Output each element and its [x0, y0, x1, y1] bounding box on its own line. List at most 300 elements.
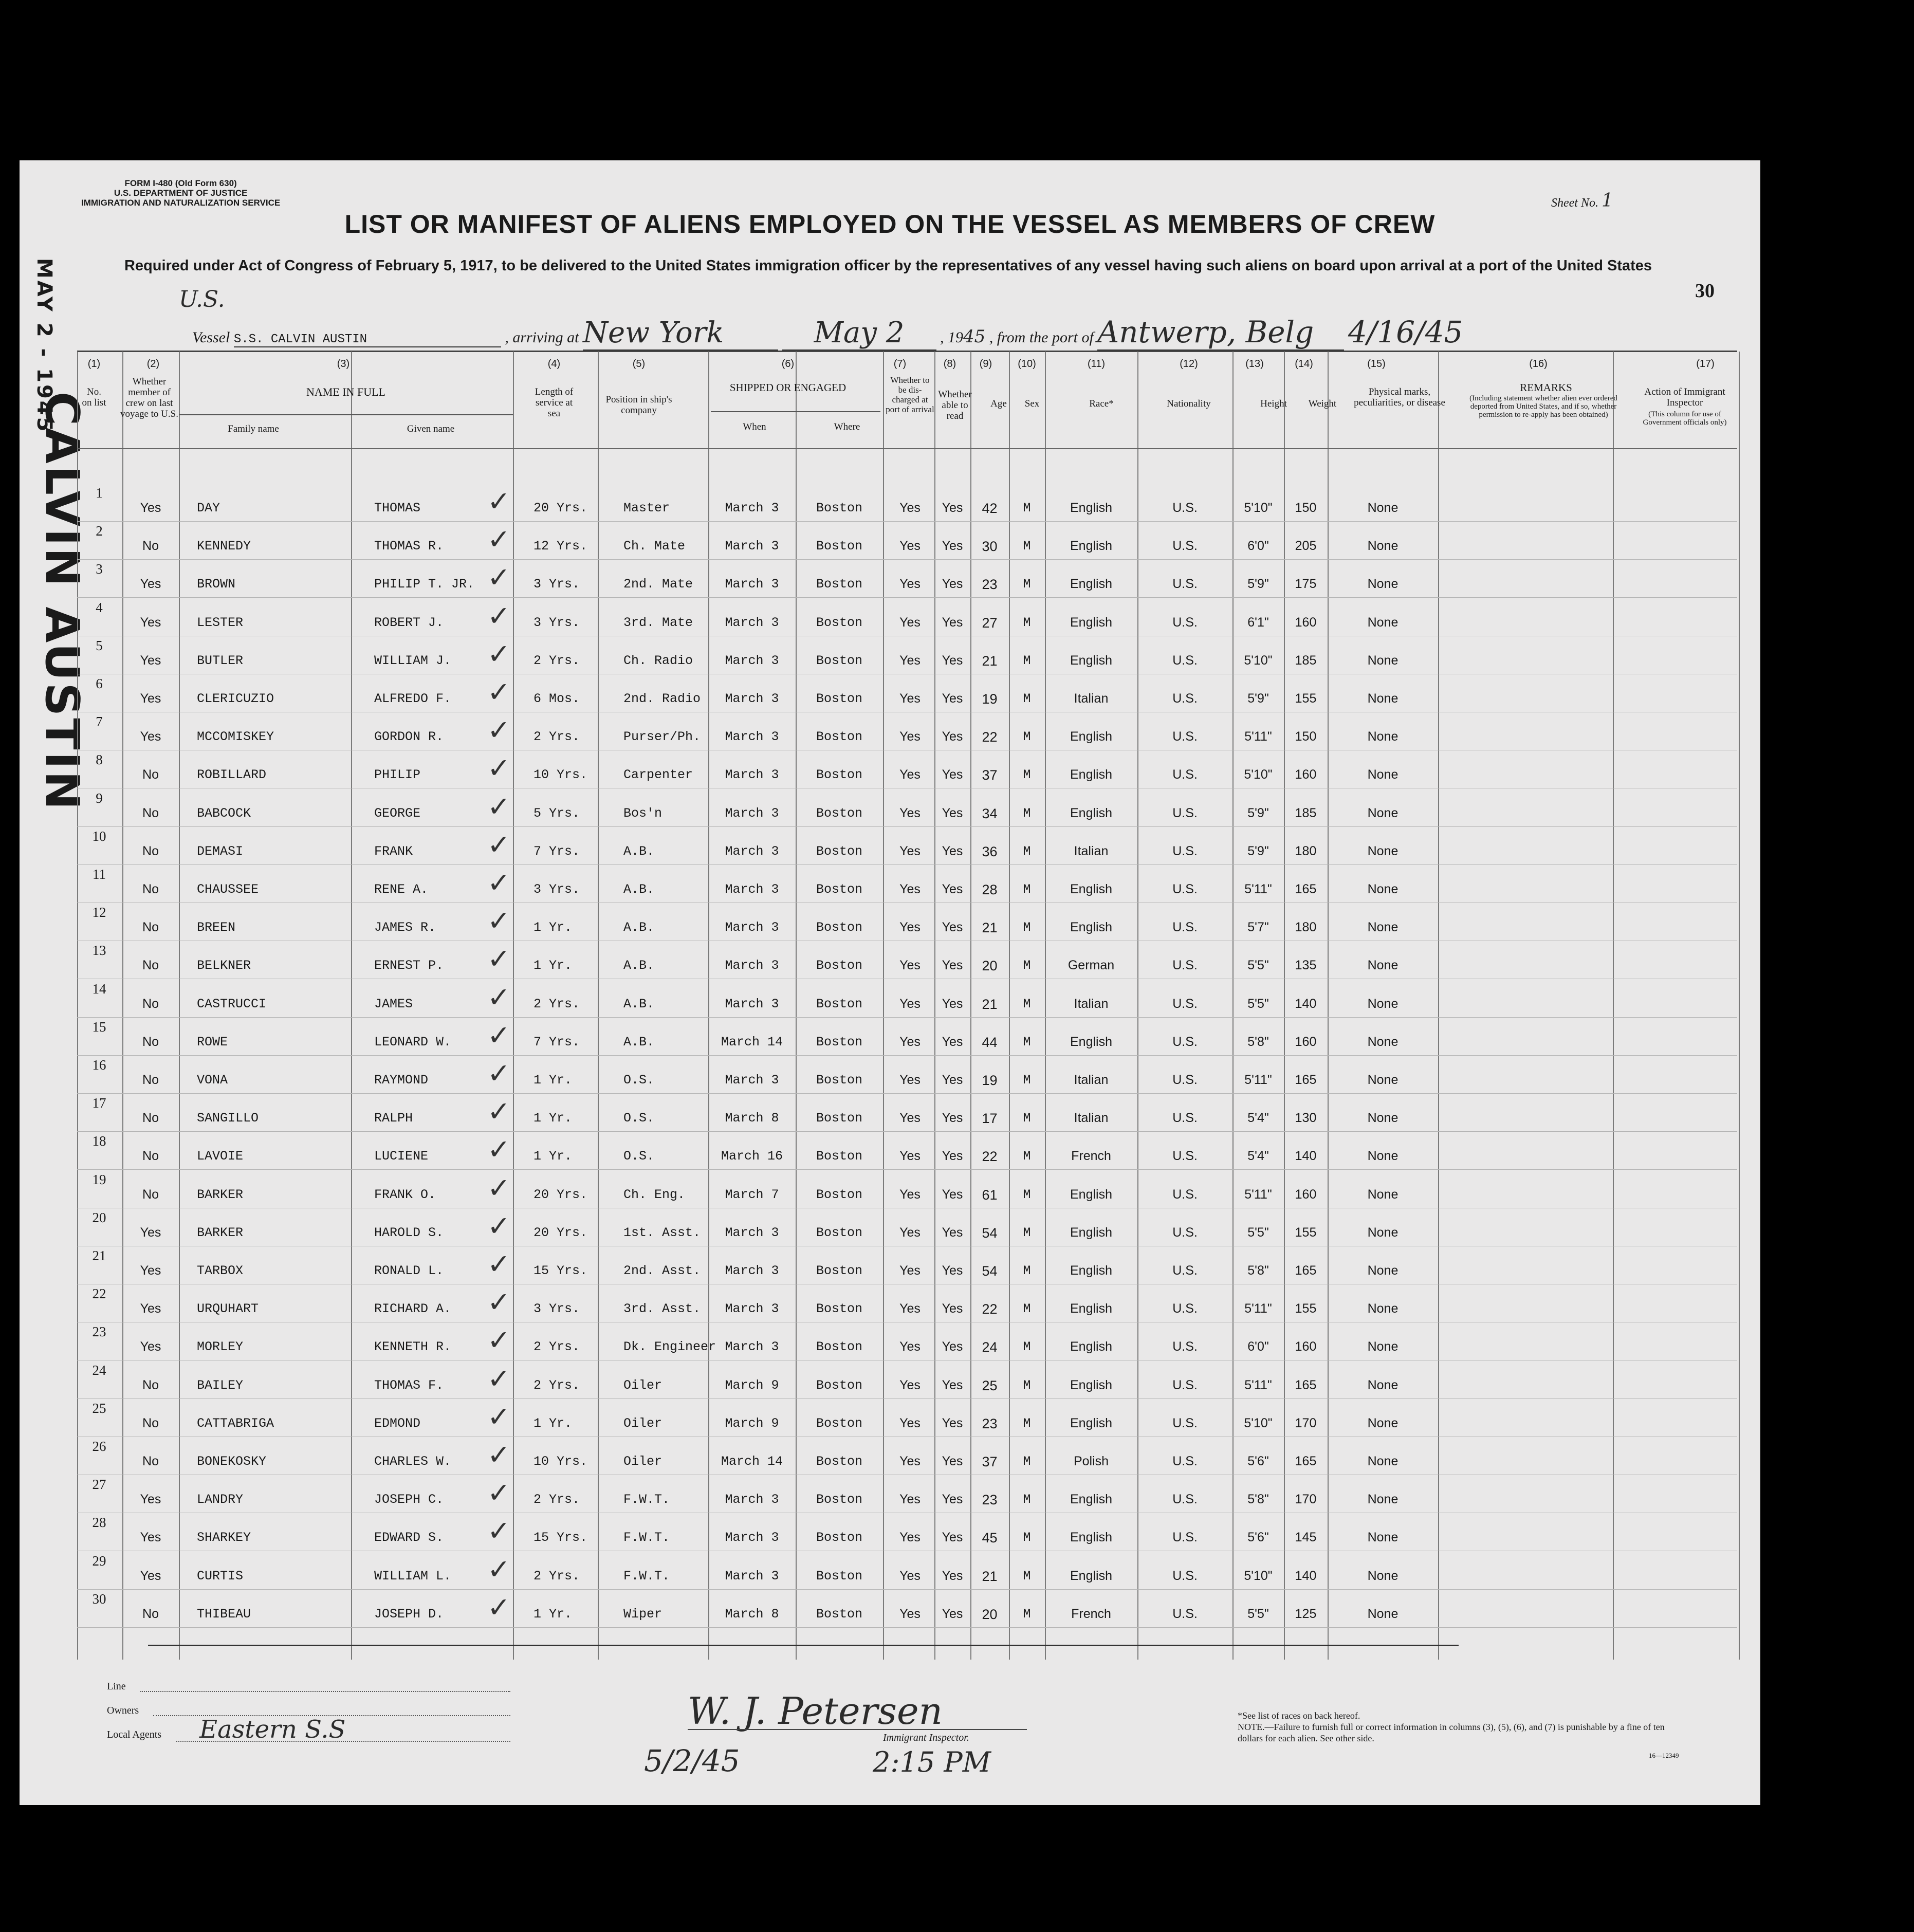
stamp-date: 5/2/45 — [644, 1743, 740, 1778]
cell-physical: None — [1367, 653, 1398, 668]
cell-when: March 3 — [725, 1339, 779, 1355]
cell-service: 2 Yrs. — [533, 1339, 580, 1355]
cell-sex: M — [1023, 882, 1031, 897]
cell-given: THOMAS F. — [374, 1377, 444, 1393]
col-num: (6) — [781, 358, 795, 370]
cell-member: No — [142, 805, 159, 820]
cell-nationality: U.S. — [1172, 1149, 1198, 1164]
cell-read: Yes — [942, 729, 963, 744]
cell-nationality: U.S. — [1172, 1454, 1198, 1468]
check-mark: ✓ — [487, 1439, 511, 1471]
row-number: 7 — [96, 714, 103, 730]
cell-sex: M — [1023, 996, 1031, 1011]
cell-family: KENNEDY — [197, 539, 251, 554]
cell-physical: None — [1367, 958, 1398, 973]
cell-member: Yes — [140, 1492, 161, 1507]
cell-sex: M — [1023, 920, 1031, 935]
form-identifier — [81, 178, 280, 208]
cell-weight: 150 — [1295, 501, 1317, 515]
department-name: U.S. DEPARTMENT OF JUSTICE — [114, 188, 248, 198]
cell-age: 34 — [982, 805, 998, 821]
cell-when: March 9 — [725, 1415, 779, 1431]
arrival-year: 45 — [963, 326, 986, 347]
cell-discharged: Yes — [899, 1377, 921, 1392]
cell-race: English — [1070, 920, 1112, 935]
cell-sex: M — [1023, 1034, 1031, 1050]
cell-age: 44 — [982, 1034, 998, 1050]
cell-read: Yes — [942, 1568, 963, 1583]
cell-position: A.B. — [623, 882, 655, 897]
cell-member: Yes — [140, 1225, 161, 1240]
cell-given: LEONARD W. — [374, 1034, 452, 1050]
cell-discharged: Yes — [899, 501, 921, 515]
cell-given: WILLIAM L. — [374, 1568, 452, 1584]
cell-race: English — [1070, 1568, 1112, 1583]
cell-height: 5'6" — [1247, 1454, 1269, 1468]
cell-member: Yes — [140, 729, 161, 744]
cell-sex: M — [1023, 615, 1031, 630]
penalty-note: NOTE.—Failure to furnish full or correct information in columns (3), (5), (6), and (7) is punishable by a fine of ten dollars for each alien. See other side. — [1238, 1722, 1665, 1743]
cell-discharged: Yes — [899, 958, 921, 973]
col-num: (1) — [87, 358, 101, 370]
row-number: 2 — [96, 523, 103, 539]
cell-member: No — [142, 882, 159, 896]
cell-race: English — [1070, 615, 1112, 630]
cell-age: 23 — [982, 577, 998, 593]
column-rule — [1739, 352, 1740, 1660]
cell-discharged: Yes — [899, 539, 921, 554]
check-mark: ✓ — [487, 523, 511, 556]
cell-position: Bos'n — [623, 805, 662, 821]
cell-family: TARBOX — [197, 1263, 244, 1278]
cell-physical: None — [1367, 691, 1398, 706]
cell-race: English — [1070, 767, 1112, 782]
cell-physical: None — [1367, 1263, 1398, 1278]
cell-service: 1 Yr. — [533, 1073, 573, 1088]
cell-weight: 145 — [1295, 1530, 1317, 1545]
cell-where: Boston — [816, 1034, 862, 1050]
cell-height: 5'9" — [1247, 805, 1269, 820]
cell-physical: None — [1367, 767, 1398, 782]
cell-nationality: U.S. — [1172, 1568, 1198, 1583]
cell-nationality: U.S. — [1172, 501, 1198, 515]
check-mark: ✓ — [487, 714, 511, 747]
cell-when: March 3 — [725, 1568, 779, 1584]
cell-nationality: U.S. — [1172, 615, 1198, 630]
check-mark: ✓ — [487, 1286, 511, 1319]
col-num: (5) — [632, 358, 646, 370]
cell-discharged: Yes — [899, 1187, 921, 1202]
cell-discharged: Yes — [899, 805, 921, 820]
cell-age: 21 — [982, 996, 998, 1012]
cell-sex: M — [1023, 691, 1031, 706]
cell-when: March 3 — [725, 1263, 779, 1278]
col-num: (12) — [1180, 358, 1198, 370]
check-mark: ✓ — [487, 1553, 511, 1586]
cell-weight: 165 — [1295, 1073, 1317, 1087]
cell-weight: 160 — [1295, 1034, 1317, 1049]
cell-member: Yes — [140, 501, 161, 515]
cell-height: 6'0" — [1247, 539, 1269, 554]
cell-physical: None — [1367, 1187, 1398, 1202]
row-rule — [77, 1627, 1737, 1628]
cell-read: Yes — [942, 653, 963, 668]
cell-race: English — [1070, 1034, 1112, 1049]
check-mark: ✓ — [487, 1095, 511, 1128]
cell-read: Yes — [942, 1492, 963, 1507]
cell-read: Yes — [942, 1530, 963, 1545]
header-nationality: Nationality — [1167, 398, 1211, 409]
races-note: *See list of races on back hereof. — [1238, 1710, 1360, 1721]
cell-read: Yes — [942, 1263, 963, 1278]
cell-service: 10 Yrs. — [533, 1454, 588, 1469]
cell-physical: None — [1367, 1492, 1398, 1507]
cell-position: Oiler — [623, 1415, 662, 1431]
cell-member: Yes — [140, 1301, 161, 1316]
cell-discharged: Yes — [899, 1568, 921, 1583]
cell-age: 23 — [982, 1415, 998, 1431]
cell-height: 5'8" — [1247, 1263, 1269, 1278]
cell-service: 1 Yr. — [533, 958, 573, 973]
cell-when: March 3 — [725, 501, 779, 516]
cell-when: March 3 — [725, 1301, 779, 1317]
cell-sex: M — [1023, 1377, 1031, 1393]
cell-height: 5'10" — [1244, 1568, 1273, 1583]
cell-weight: 165 — [1295, 1377, 1317, 1392]
cell-given: RICHARD A. — [374, 1301, 452, 1317]
cell-service: 10 Yrs. — [533, 767, 588, 783]
cell-when: March 3 — [725, 539, 779, 554]
header-member-last-voyage: Whether member of crew on last voyage to U.S. — [120, 376, 178, 419]
col-num: (17) — [1696, 358, 1715, 370]
cell-physical: None — [1367, 539, 1398, 554]
inspector-signature: W. J. Petersen — [688, 1689, 943, 1733]
cell-weight: 155 — [1295, 691, 1317, 706]
cell-position: Oiler — [623, 1377, 662, 1393]
vessel-row — [192, 315, 1463, 351]
column-rule — [1438, 352, 1439, 1660]
cell-member: No — [142, 920, 159, 935]
cell-sex: M — [1023, 729, 1031, 745]
cell-discharged: Yes — [899, 843, 921, 858]
cell-where: Boston — [816, 882, 862, 897]
cell-family: BARKER — [197, 1225, 244, 1240]
row-rule — [77, 864, 1737, 865]
cell-physical: None — [1367, 996, 1398, 1011]
cell-height: 5'10" — [1244, 501, 1273, 515]
sheet-number-value: 1 — [1601, 190, 1613, 211]
cell-nationality: U.S. — [1172, 729, 1198, 744]
cell-race: English — [1070, 1492, 1112, 1507]
cell-family: MORLEY — [197, 1339, 244, 1355]
check-mark: ✓ — [487, 867, 511, 899]
row-number: 21 — [92, 1248, 106, 1263]
cell-discharged: Yes — [899, 1454, 921, 1468]
cell-position: 2nd. Asst. — [623, 1263, 701, 1278]
cell-nationality: U.S. — [1172, 1111, 1198, 1126]
cell-position: O.S. — [623, 1073, 655, 1088]
side-stamp-name: CALVIN AUSTIN — [35, 392, 89, 812]
cell-physical: None — [1367, 805, 1398, 820]
cell-given: EDMOND — [374, 1415, 421, 1431]
form-code: 16—12349 — [1649, 1752, 1679, 1759]
row-rule — [77, 1589, 1737, 1590]
cell-race: English — [1070, 1339, 1112, 1354]
header-physical-marks: Physical marks, peculiarities, or disease — [1354, 387, 1445, 408]
cell-given: JAMES — [374, 996, 413, 1011]
cell-when: March 3 — [725, 1492, 779, 1507]
row-number: 16 — [92, 1057, 106, 1073]
cell-nationality: U.S. — [1172, 1187, 1198, 1202]
cell-where: Boston — [816, 805, 862, 821]
cell-height: 5'11" — [1244, 882, 1272, 896]
check-mark: ✓ — [487, 943, 511, 976]
name-header-divider — [179, 414, 513, 415]
cell-nationality: U.S. — [1172, 1339, 1198, 1354]
cell-position: Ch. Radio — [623, 653, 693, 668]
header-rule — [77, 448, 1737, 449]
column-rule — [883, 352, 884, 1660]
check-mark: ✓ — [487, 599, 511, 632]
check-mark: ✓ — [487, 561, 511, 594]
cell-member: No — [142, 1454, 159, 1468]
cell-when: March 8 — [725, 1111, 779, 1126]
column-rule — [513, 352, 514, 1660]
row-number: 14 — [92, 981, 106, 997]
row-rule — [77, 597, 1737, 598]
col-num: (11) — [1087, 358, 1106, 370]
cell-service: 20 Yrs. — [533, 501, 588, 516]
cell-service: 1 Yr. — [533, 1149, 573, 1164]
cell-when: March 3 — [725, 729, 779, 745]
cell-sex: M — [1023, 1568, 1031, 1584]
cell-read: Yes — [942, 539, 963, 554]
cell-member: Yes — [140, 1263, 161, 1278]
check-mark: ✓ — [487, 1477, 511, 1510]
cell-family: THIBEAU — [197, 1606, 251, 1622]
cell-given: RONALD L. — [374, 1263, 444, 1278]
cell-sex: M — [1023, 539, 1031, 554]
cell-nationality: U.S. — [1172, 653, 1198, 668]
cell-sex: M — [1023, 958, 1031, 973]
cell-read: Yes — [942, 691, 963, 706]
cell-where: Boston — [816, 843, 862, 859]
cell-given: RAYMOND — [374, 1073, 429, 1088]
row-number: 4 — [96, 599, 103, 615]
cell-physical: None — [1367, 1225, 1398, 1240]
col-num: (14) — [1295, 358, 1313, 370]
header-position: Position in ship's company — [605, 394, 672, 416]
cell-service: 2 Yrs. — [533, 1377, 580, 1393]
header-weight: Weight — [1308, 398, 1337, 409]
cell-family: MCCOMISKEY — [197, 729, 274, 745]
header-height: Height — [1260, 398, 1287, 409]
line-field — [140, 1691, 510, 1692]
check-mark: ✓ — [487, 828, 511, 861]
column-rule — [351, 352, 352, 1660]
col-num: (2) — [146, 358, 160, 370]
cell-physical: None — [1367, 1568, 1398, 1583]
cell-read: Yes — [942, 1415, 963, 1430]
cell-race: English — [1070, 805, 1112, 820]
row-number: 6 — [96, 676, 103, 691]
cell-where: Boston — [816, 501, 862, 516]
cell-race: German — [1068, 958, 1115, 973]
cell-position: Ch. Eng. — [623, 1187, 686, 1202]
cell-service: 3 Yrs. — [533, 615, 580, 630]
cell-physical: None — [1367, 729, 1398, 744]
cell-sex: M — [1023, 1225, 1031, 1240]
row-rule — [77, 826, 1737, 827]
cell-family: VONA — [197, 1073, 228, 1088]
cell-race: Italian — [1074, 843, 1109, 858]
cell-where: Boston — [816, 615, 862, 630]
check-mark: ✓ — [487, 1362, 511, 1395]
cell-race: English — [1070, 1187, 1112, 1202]
cell-where: Boston — [816, 1454, 862, 1469]
arrival-date: May 2 — [782, 316, 936, 351]
cell-height: 5'10" — [1244, 767, 1273, 782]
cell-position: 3rd. Asst. — [623, 1301, 701, 1317]
cell-age: 36 — [982, 843, 998, 859]
row-number: 10 — [92, 828, 106, 844]
cell-family: BELKNER — [197, 958, 251, 973]
cell-height: 5'11" — [1244, 1301, 1272, 1316]
cell-physical: None — [1367, 1415, 1398, 1430]
col-num: (13) — [1245, 358, 1264, 370]
cell-sex: M — [1023, 1492, 1031, 1507]
manifest-sheet — [20, 160, 1760, 1805]
cell-physical: None — [1367, 1034, 1398, 1049]
cell-read: Yes — [942, 501, 963, 515]
stamp-time: 2:15 PM — [873, 1746, 991, 1778]
cell-race: English — [1070, 1263, 1112, 1278]
cell-nationality: U.S. — [1172, 1530, 1198, 1545]
cell-where: Boston — [816, 691, 862, 706]
cell-where: Boston — [816, 1225, 862, 1240]
cell-nationality: U.S. — [1172, 1415, 1198, 1430]
shipped-header-divider — [711, 411, 880, 412]
cell-height: 5'8" — [1247, 1034, 1269, 1049]
cell-read: Yes — [942, 1301, 963, 1316]
cell-age: 21 — [982, 1568, 998, 1584]
cell-family: LANDRY — [197, 1492, 244, 1507]
cell-given: RALPH — [374, 1111, 413, 1126]
cell-given: ROBERT J. — [374, 615, 444, 630]
row-rule — [77, 1055, 1737, 1056]
cell-read: Yes — [942, 615, 963, 630]
row-number: 8 — [96, 752, 103, 768]
cell-given: FRANK O. — [374, 1187, 436, 1202]
cell-where: Boston — [816, 1073, 862, 1088]
cell-given: PHILIP T. JR. — [374, 577, 475, 592]
page-title: LIST OR MANIFEST OF ALIENS EMPLOYED ON THE VESSEL AS MEMBERS OF CREW — [344, 210, 1436, 238]
cell-given: CHARLES W. — [374, 1454, 452, 1469]
cell-nationality: U.S. — [1172, 805, 1198, 820]
cell-when: March 3 — [725, 767, 779, 783]
cell-given: WILLIAM J. — [374, 653, 452, 668]
cell-sex: M — [1023, 1073, 1031, 1088]
cell-age: 17 — [982, 1111, 998, 1127]
cell-discharged: Yes — [899, 1415, 921, 1430]
cell-discharged: Yes — [899, 767, 921, 782]
cell-read: Yes — [942, 843, 963, 858]
cell-weight: 135 — [1295, 958, 1317, 973]
row-number: 23 — [92, 1324, 106, 1340]
cell-family: ROBILLARD — [197, 767, 267, 783]
cell-family: DEMASI — [197, 843, 244, 859]
cell-family: ROWE — [197, 1034, 228, 1050]
cell-read: Yes — [942, 1073, 963, 1087]
cell-nationality: U.S. — [1172, 996, 1198, 1011]
cell-age: 23 — [982, 1492, 998, 1508]
cell-service: 2 Yrs. — [533, 653, 580, 668]
cell-height: 5'7" — [1247, 920, 1269, 935]
cell-where: Boston — [816, 1301, 862, 1317]
cell-when: March 3 — [725, 920, 779, 935]
cell-sex: M — [1023, 1454, 1031, 1469]
cell-when: March 14 — [721, 1454, 783, 1469]
cell-service: 7 Yrs. — [533, 1034, 580, 1050]
cell-where: Boston — [816, 1568, 862, 1584]
cell-discharged: Yes — [899, 1034, 921, 1049]
cell-age: 37 — [982, 1454, 998, 1469]
side-stamp-date: MAY 2 - 1945 — [32, 258, 56, 434]
cell-weight: 140 — [1295, 996, 1317, 1011]
cell-weight: 170 — [1295, 1492, 1317, 1507]
cell-race: English — [1070, 882, 1112, 896]
from-label: , from the port of — [989, 329, 1094, 346]
cell-weight: 170 — [1295, 1415, 1317, 1430]
cell-read: Yes — [942, 882, 963, 896]
cell-service: 1 Yr. — [533, 1606, 573, 1622]
cell-service: 3 Yrs. — [533, 882, 580, 897]
year-prefix: , 19 — [940, 329, 963, 346]
cell-position: O.S. — [623, 1149, 655, 1164]
cell-height: 5'10" — [1244, 653, 1273, 668]
cell-when: March 3 — [725, 691, 779, 706]
cell-height: 5'10" — [1244, 1415, 1273, 1430]
row-rule — [77, 1131, 1737, 1132]
cell-service: 15 Yrs. — [533, 1530, 588, 1545]
arriving-port: New York — [583, 316, 778, 351]
cell-discharged: Yes — [899, 1492, 921, 1507]
cell-where: Boston — [816, 1111, 862, 1126]
row-number: 20 — [92, 1209, 106, 1225]
cell-nationality: U.S. — [1172, 691, 1198, 706]
vessel-label: Vessel — [192, 329, 230, 346]
cell-family: SANGILLO — [197, 1111, 259, 1126]
cell-height: 5'4" — [1247, 1111, 1269, 1126]
header-shipped-engaged: SHIPPED OR ENGAGED — [729, 381, 846, 394]
cell-age: 20 — [982, 1606, 998, 1622]
cell-physical: None — [1367, 920, 1398, 935]
cell-given: RENE A. — [374, 882, 429, 897]
cell-position: 2nd. Radio — [623, 691, 701, 706]
check-mark: ✓ — [487, 1400, 511, 1433]
cell-service: 15 Yrs. — [533, 1263, 588, 1278]
cell-sex: M — [1023, 653, 1031, 668]
cell-service: 2 Yrs. — [533, 729, 580, 745]
check-mark: ✓ — [487, 790, 511, 823]
check-mark: ✓ — [487, 1324, 511, 1357]
cell-sex: M — [1023, 577, 1031, 592]
cell-sex: M — [1023, 1606, 1031, 1622]
cell-position: A.B. — [623, 843, 655, 859]
row-rule — [77, 1093, 1737, 1094]
cell-read: Yes — [942, 996, 963, 1011]
cell-when: March 7 — [725, 1187, 779, 1202]
